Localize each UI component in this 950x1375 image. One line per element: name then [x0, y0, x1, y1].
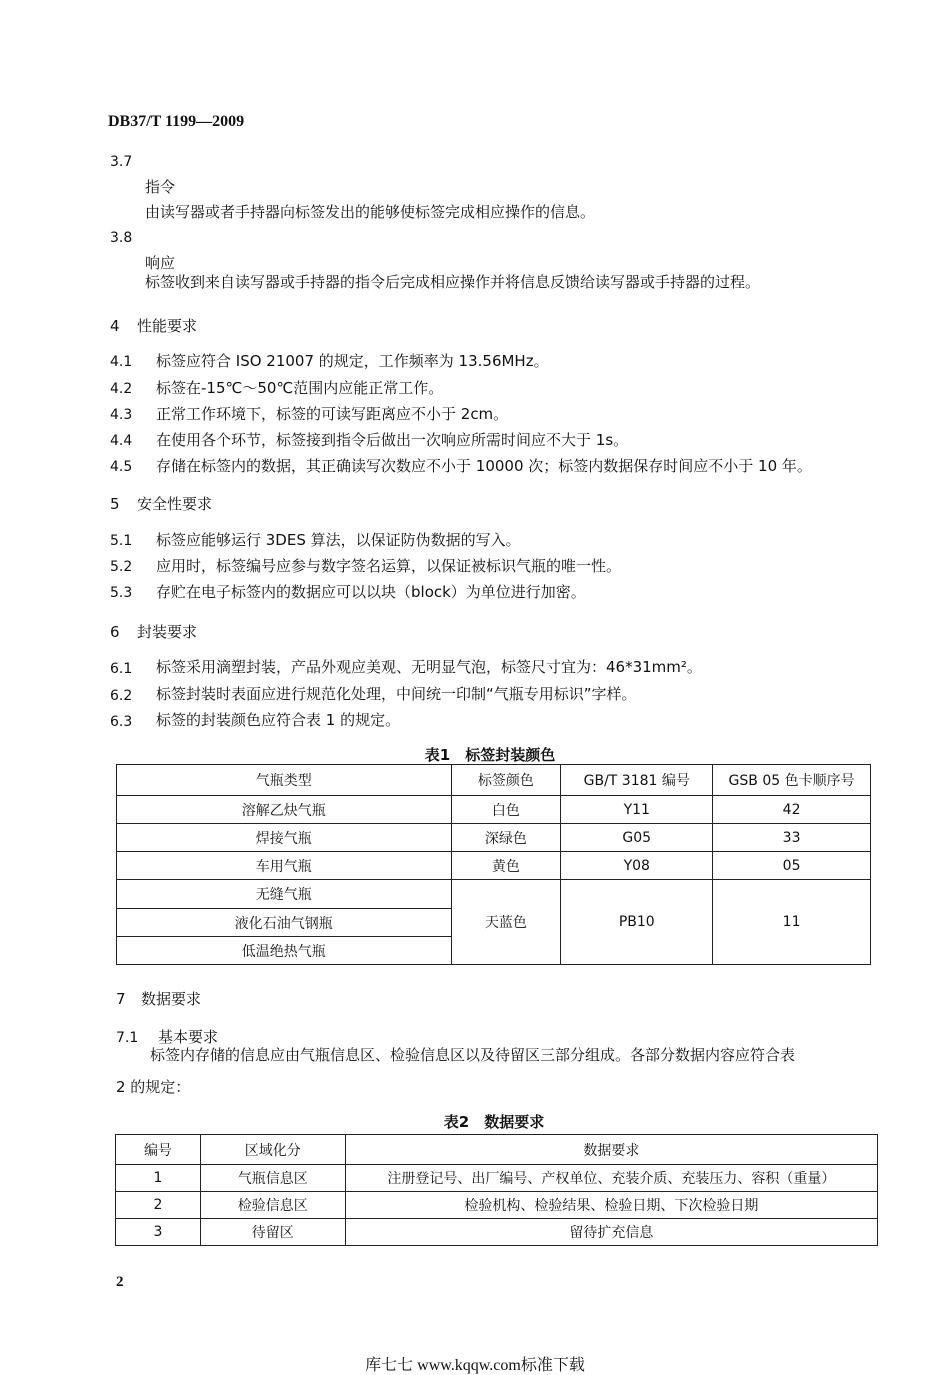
standard-code: DB37/T 1199—2009 — [108, 113, 245, 130]
term-title: 指令 — [145, 178, 176, 196]
table-cell: Y08 — [561, 852, 713, 880]
table-header: 区域化分 — [200, 1135, 345, 1165]
table-cell: 溶解乙炔气瓶 — [117, 796, 452, 824]
table-row — [117, 880, 871, 909]
table-header: 标签颜色 — [451, 765, 561, 796]
clause-text: 正常工作环境下，标签的可读写距离应不小于 2cm。 — [156, 405, 509, 423]
table-cell: 天蓝色 — [451, 880, 561, 965]
table-cell: 3 — [116, 1219, 201, 1246]
clause-number: 3.8 — [110, 230, 133, 246]
table-cell: 检验信息区 — [200, 1192, 345, 1219]
table-row — [117, 796, 871, 824]
clause-text: 标签应能够运行 3DES 算法，以保证防伪数据的写入。 — [156, 531, 521, 549]
section-title: 数据要求 — [141, 990, 202, 1008]
section-title: 性能要求 — [137, 317, 198, 335]
clause-text: 标签封装时表面应进行规范化处理，中间统一印制“气瓶专用标识”字样。 — [156, 685, 637, 703]
clause-number: 3.7 — [110, 154, 133, 170]
table-cell: 低温绝热气瓶 — [117, 937, 452, 965]
term-definition: 标签收到来自读写器或手持器的指令后完成相应操作并将信息反馈给读写器或手持器的过程。 — [145, 273, 761, 291]
paragraph: 标签内存储的信息应由气瓶信息区、检验信息区以及待留区三部分组成。各部分数据内容应符合表 — [150, 1046, 796, 1064]
table-header: GSB 05 色卡顺序号 — [713, 765, 871, 796]
table-row — [117, 852, 871, 880]
clause-number: 4.3 — [110, 407, 133, 423]
clause-text: 标签的封装颜色应符合表 1 的规定。 — [156, 711, 401, 729]
clause-text: 标签采用滴塑封装，产品外观应美观、无明显气泡，标签尺寸宜为：46*31mm²。 — [156, 658, 702, 676]
table-caption: 表1 标签封装颜色 — [424, 746, 556, 764]
section-title: 封装要求 — [137, 623, 198, 641]
table-cell: 无缝气瓶 — [117, 880, 452, 909]
section-title: 安全性要求 — [137, 495, 213, 513]
clause-number: 4.5 — [110, 459, 133, 475]
table-cell: 车用气瓶 — [117, 852, 452, 880]
clause-text: 标签应符合 ISO 21007 的规定，工作频率为 13.56MHz。 — [156, 352, 549, 370]
table-cell: Y11 — [561, 796, 713, 824]
clause-number: 4.4 — [110, 433, 133, 449]
table-header: GB/T 3181 编号 — [561, 765, 713, 796]
table-row — [116, 1192, 878, 1219]
table-cell: 焊接气瓶 — [117, 824, 452, 852]
table-cell: 1 — [116, 1165, 201, 1192]
table-cell: 检验机构、检验结果、检验日期、下次检验日期 — [345, 1192, 877, 1219]
table-header: 编号 — [116, 1135, 201, 1165]
table-caption: 表2 数据要求 — [443, 1113, 545, 1131]
clause-number: 6.2 — [110, 688, 133, 704]
clause-text: 在使用各个环节，标签接到指令后做出一次响应所需时间应不大于 1s。 — [156, 431, 629, 449]
table-cell: 气瓶信息区 — [200, 1165, 345, 1192]
page-number: 2 — [116, 1274, 124, 1290]
clause-text: 存储在标签内的数据，其正确读写次数应不小于 10000 次；标签内数据保存时间应不小于 10 年。 — [156, 457, 812, 475]
table-cell: 深绿色 — [451, 824, 561, 852]
packaging-color-table — [116, 764, 871, 965]
table-cell: 白色 — [451, 796, 561, 824]
table-row — [116, 1165, 878, 1192]
clause-title: 基本要求 — [158, 1028, 219, 1046]
clause-number: 6.1 — [110, 661, 133, 677]
table-row — [116, 1219, 878, 1246]
data-requirements-table — [115, 1134, 878, 1246]
table-cell: 待留区 — [200, 1219, 345, 1246]
term-title: 响应 — [145, 254, 176, 272]
clause-text: 标签在-15℃～50℃范围内应能正常工作。 — [156, 379, 444, 397]
paragraph: 2 的规定： — [116, 1078, 191, 1096]
table-cell: 黄色 — [451, 852, 561, 880]
table-cell: 液化石油气钢瓶 — [117, 909, 452, 937]
table-cell: 33 — [713, 824, 871, 852]
table-cell: 留待扩充信息 — [345, 1219, 877, 1246]
clause-text: 应用时，标签编号应参与数字签名运算，以保证被标识气瓶的唯一性。 — [156, 557, 622, 575]
table-cell: 2 — [116, 1192, 201, 1219]
clause-number: 5.2 — [110, 559, 133, 575]
section-number: 5 — [110, 495, 120, 513]
table-cell: G05 — [561, 824, 713, 852]
table-cell: PB10 — [561, 880, 713, 965]
clause-number: 7.1 — [116, 1030, 139, 1046]
section-number: 7 — [116, 990, 126, 1008]
table-cell: 05 — [713, 852, 871, 880]
table-cell: 注册登记号、出厂编号、产权单位、充装介质、充装压力、容积（重量） — [345, 1165, 877, 1192]
term-definition: 由读写器或者手持器向标签发出的能够使标签完成相应操作的信息。 — [145, 203, 596, 221]
clause-number: 5.1 — [110, 533, 133, 549]
table-row — [117, 824, 871, 852]
download-footer: 库七七 www.kqqw.com标准下载 — [365, 1357, 585, 1374]
section-number: 6 — [110, 623, 120, 641]
clause-text: 存贮在电子标签内的数据应可以以块（block）为单位进行加密。 — [156, 583, 586, 601]
clause-number: 4.1 — [110, 354, 133, 370]
table-header: 气瓶类型 — [117, 765, 452, 796]
clause-number: 4.2 — [110, 381, 133, 397]
section-number: 4 — [110, 317, 120, 335]
table-cell: 11 — [713, 880, 871, 965]
table-cell: 42 — [713, 796, 871, 824]
clause-number: 6.3 — [110, 714, 133, 730]
table-header: 数据要求 — [345, 1135, 877, 1165]
clause-number: 5.3 — [110, 585, 133, 601]
